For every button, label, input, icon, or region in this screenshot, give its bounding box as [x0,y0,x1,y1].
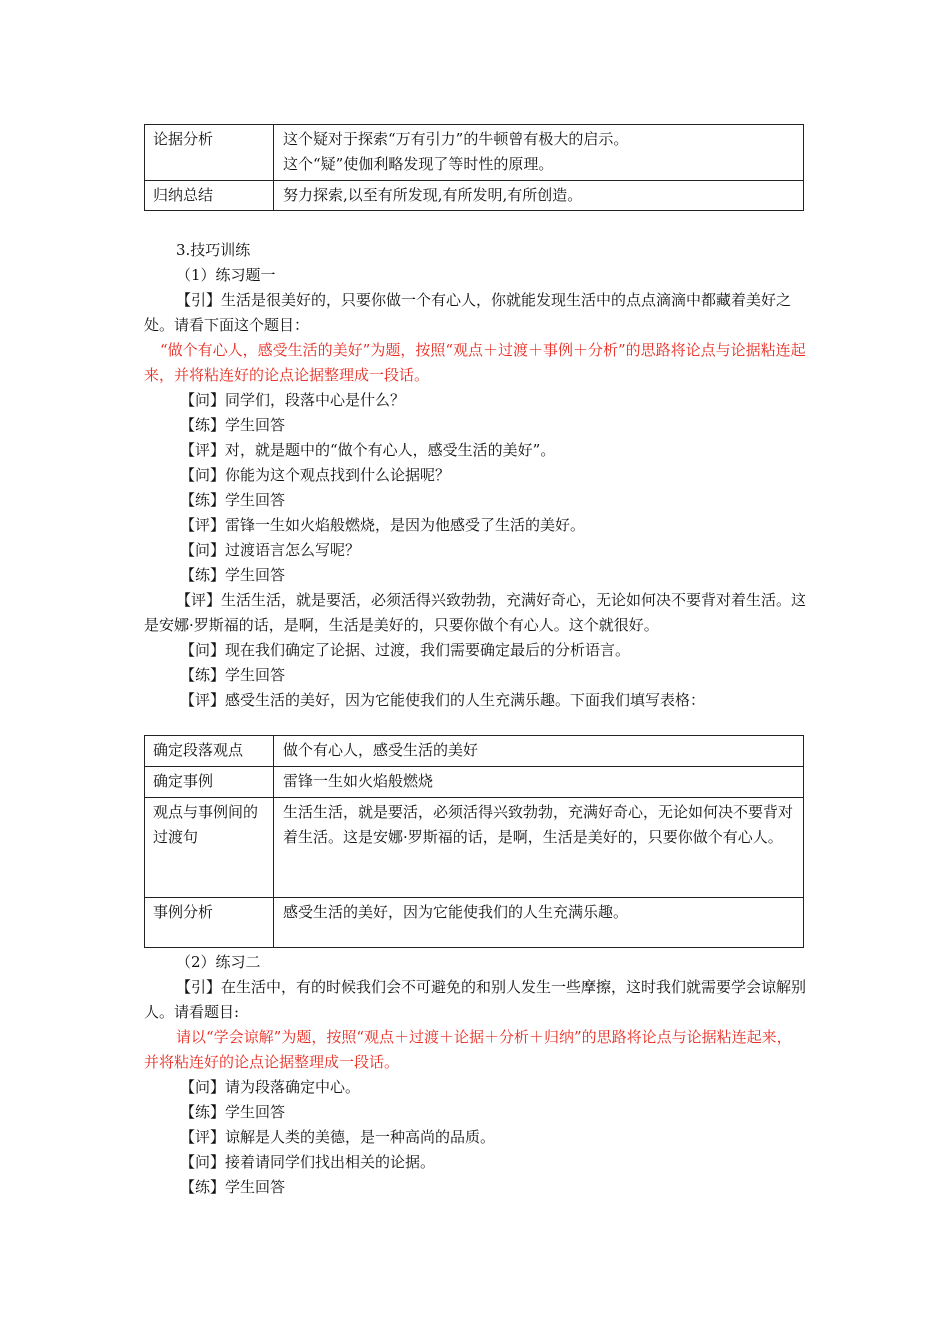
exercise-title: （1）练习题一 [176,266,276,284]
table-cell-label: 确定段落观点 [145,736,274,767]
dialog-line: 【问】现在我们确定了论据、过渡，我们需要确定最后的分析语言。 [180,641,631,659]
fill-in-table [144,735,804,948]
dialog-line: 【问】你能为这个观点找到什么论据呢？ [180,466,451,484]
dialog-line: 【练】学生回答 [180,491,286,509]
cell-line: 这个疑对于探索“万有引力”的牛顿曾有极大的启示。 [283,130,629,148]
table-cell-value: 感受生活的美好，因为它能使我们的人生充满乐趣。 [274,898,804,948]
cell-line: 这个“疑”使伽利略发现了等时性的原理。 [283,155,554,173]
exercise-title: （2）练习二 [176,953,261,971]
table-row [145,181,804,211]
table-row [145,736,804,767]
cell-line: 努力探索,以至有所发现,有所发明,有所创造。 [283,186,583,204]
table-cell-label: 论据分析 [145,125,274,181]
intro-paragraph: 【引】在生活中，有的时候我们会不可避免的和别人发生一些摩擦，这时我们就需要学会谅解别人。请看题目: [144,978,807,1021]
table-cell-value [274,181,804,211]
dialog-line: 【评】感受生活的美好，因为它能使我们的人生充满乐趣。下面我们填写表格： [180,691,706,709]
table-cell-value [274,125,804,181]
table-cell-value: 做个有心人，感受生活的美好 [274,736,804,767]
table-row [145,767,804,798]
table-cell-label: 事例分析 [145,898,274,948]
table-cell-value: 生活生活，就是要活，必须活得兴致勃勃，充满好奇心，无论如何决不要背对着生活。这是安娜·罗斯福的话，是啊，生活是美好的，只要你做个有心人。 [274,798,804,898]
dialog-line: 【练】学生回答 [180,1103,286,1121]
comment-paragraph: 【评】生活生活，就是要活，必须活得兴致勃勃，充满好奇心，无论如何决不要背对着生活。这是安娜·罗斯福的话，是啊，生活是美好的，只要你做个有心人。这个就很好。 [144,591,807,634]
dialog-line: 【练】学生回答 [180,666,286,684]
task-paragraph: “做个有心人，感受生活的美好”为题，按照“观点＋过渡＋事例＋分析”的思路将论点与论据粘连起来，并将粘连好的论点论据整理成一段话。 [144,341,806,384]
summary-table [144,124,804,211]
dialog-line: 【练】学生回答 [180,1178,286,1196]
table-row [145,898,804,948]
dialog-line: 【评】谅解是人类的美德，是一种高尚的品质。 [180,1128,496,1146]
table-cell-label: 归纳总结 [145,181,274,211]
dialog-line: 【评】雷锋一生如火焰般燃烧，是因为他感受了生活的美好。 [180,516,586,534]
table-cell-value: 雷锋一生如火焰般燃烧 [274,767,804,798]
dialog-line: 【问】同学们，段落中心是什么？ [180,391,406,409]
dialog-line: 【问】请为段落确定中心。 [180,1078,361,1096]
dialog-line: 【评】对，就是题中的“做个有心人，感受生活的美好”。 [180,441,556,459]
dialog-line: 【问】接着请同学们找出相关的论据。 [180,1153,436,1171]
task-paragraph: 请以“学会谅解”为题，按照“观点＋过渡＋论据＋分析＋归纳”的思路将论点与论据粘连起来，并将粘连好的论点论据整理成一段话。 [144,1028,792,1071]
dialog-line: 【练】学生回答 [180,566,286,584]
dialog-line: 【问】过渡语言怎么写呢？ [180,541,361,559]
dialog-line: 【练】学生回答 [180,416,286,434]
table-row [145,125,804,181]
table-cell-label: 观点与事例间的过渡句 [145,798,274,898]
table-row [145,798,804,898]
intro-paragraph: 【引】生活是很美好的，只要你做一个有心人，你就能发现生活中的点点滴滴中都藏着美好之处。请看下面这个题目： [144,291,792,334]
table-cell-label: 确定事例 [145,767,274,798]
section-title: 3.技巧训练 [176,241,251,259]
